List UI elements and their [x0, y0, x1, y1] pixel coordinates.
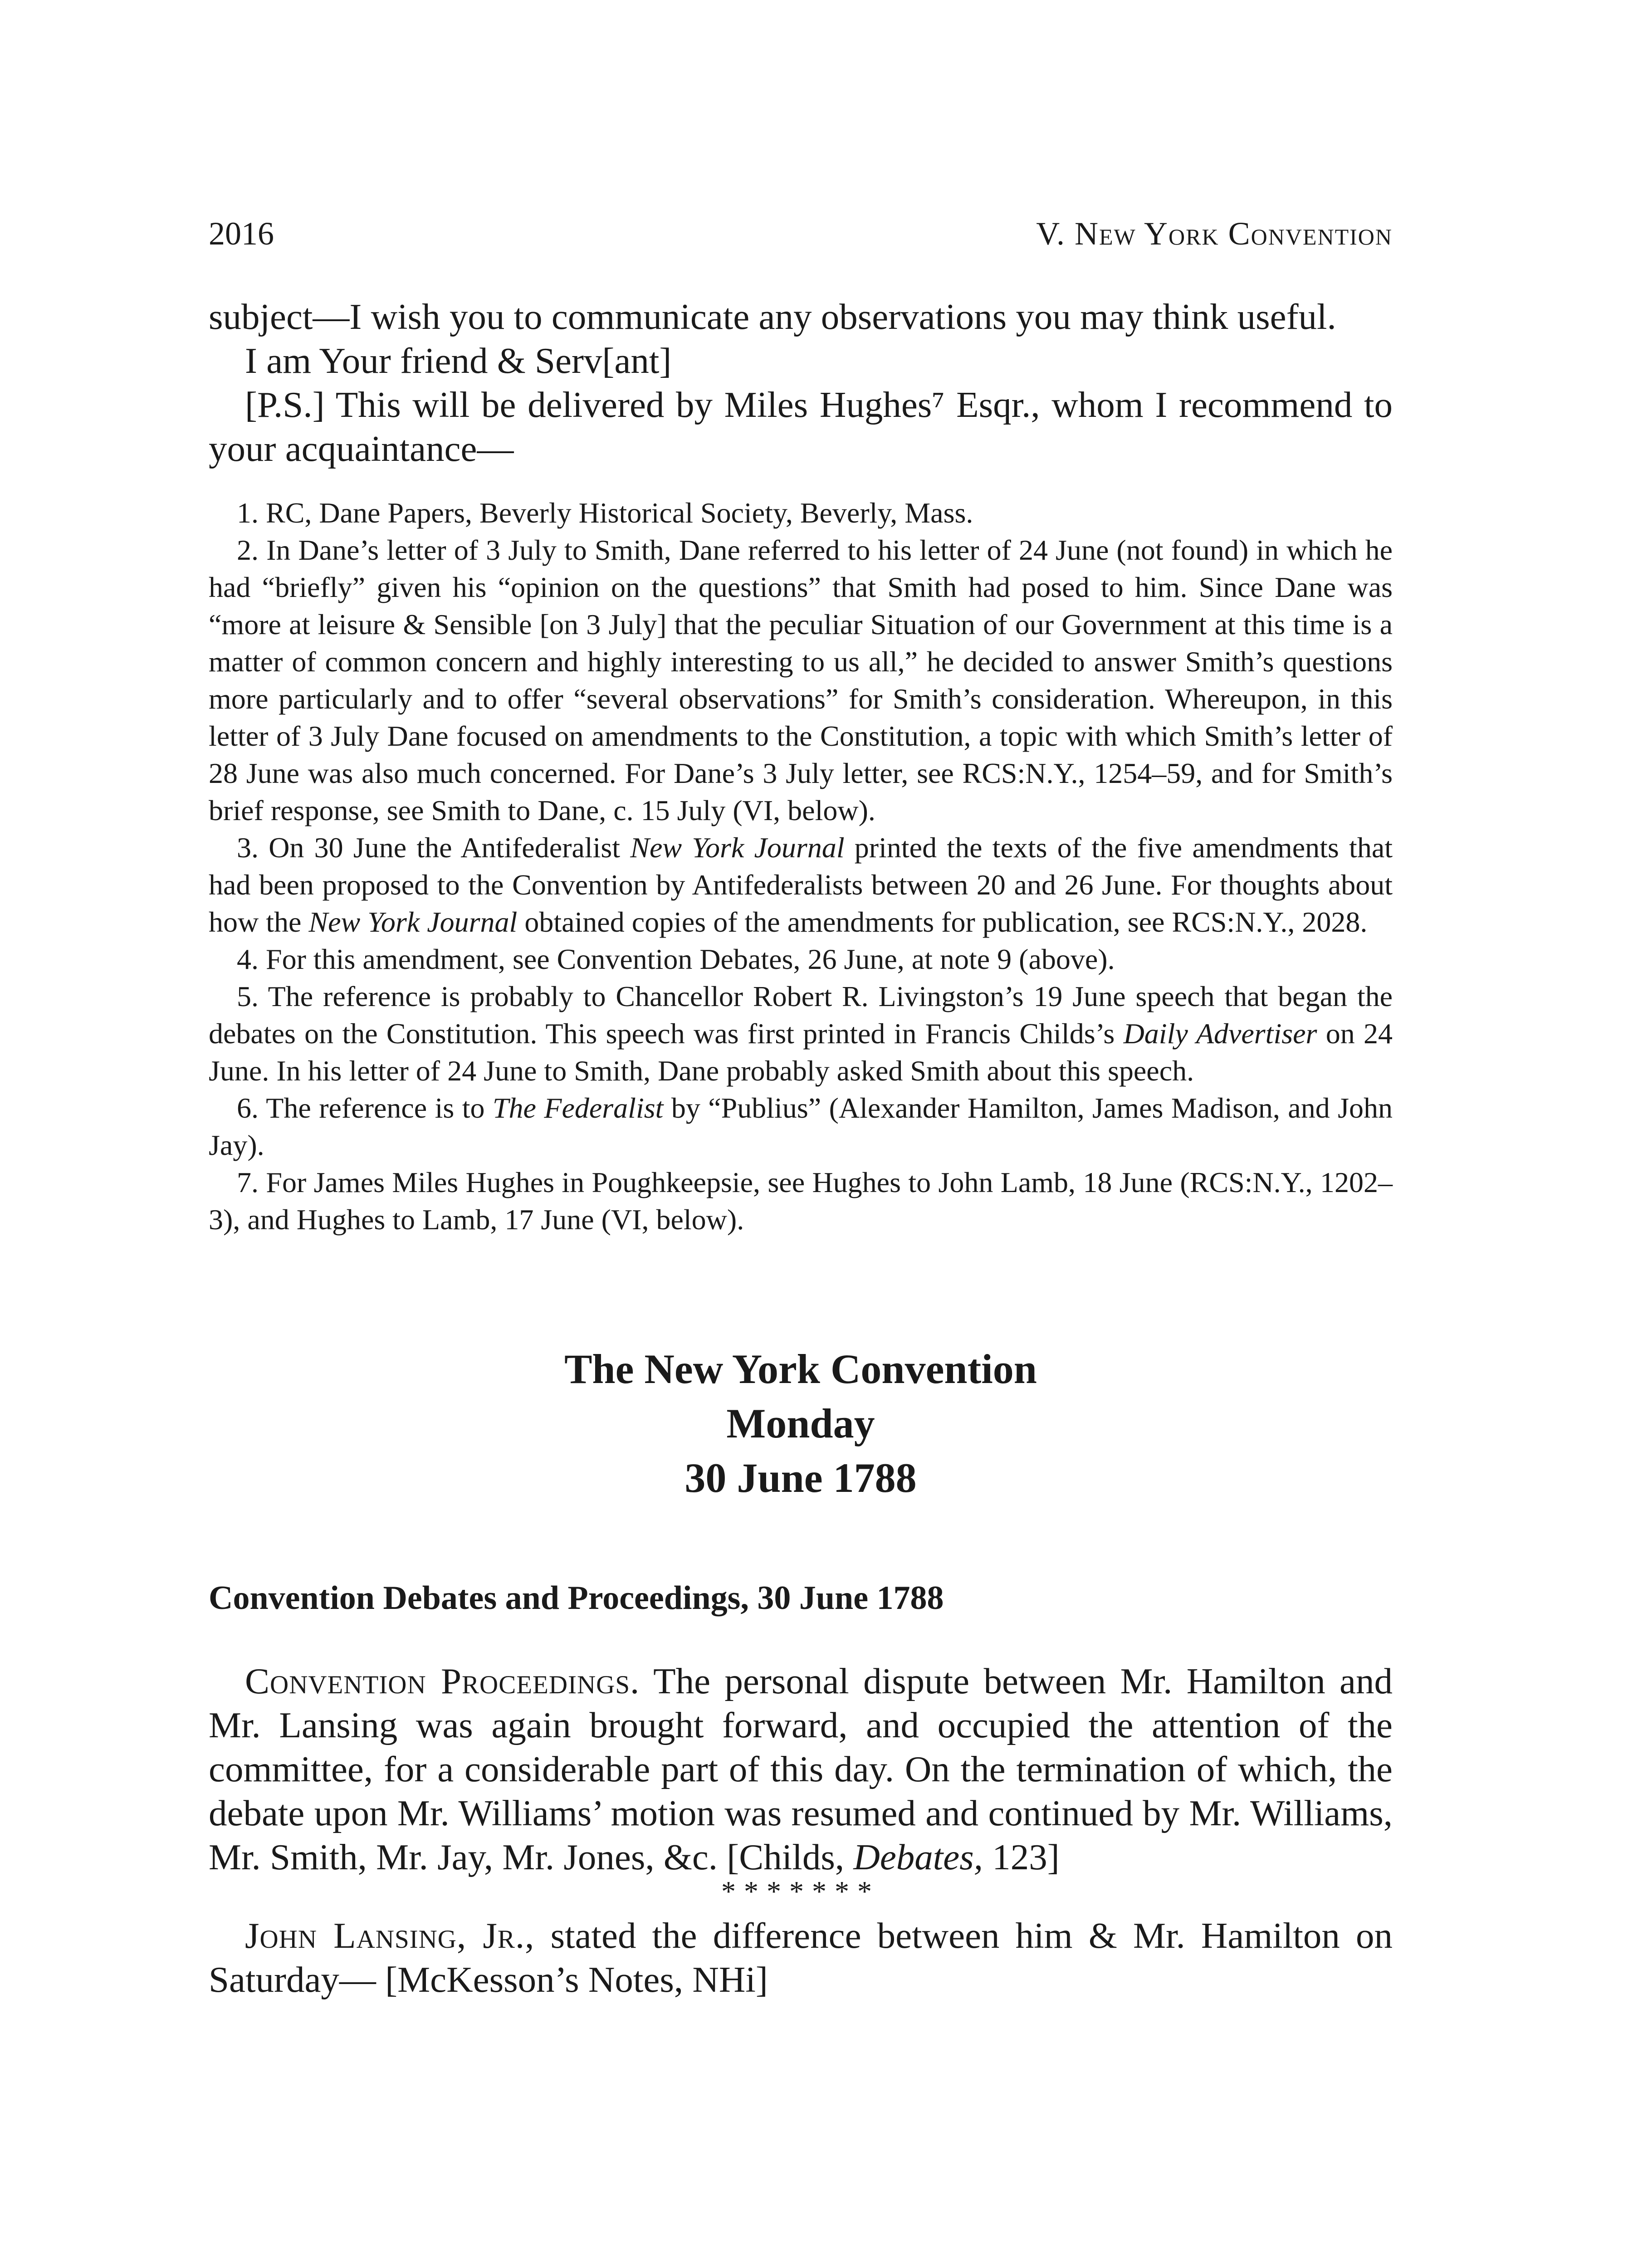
running-head: V. New York Convention — [1036, 215, 1393, 252]
proceedings-paragraph: Convention Proceedings. The personal dispute between Mr. Hamilton and Mr. Lansing was again brought forward, and occupied the attention of the committee, for a considerable part of this day. On the termination of which, the debate upon Mr. Williams’ motion was resumed and continued by Mr. Williams, Mr. Smith, Mr. Jay, Mr. Jones, &c. [Childs, Debates, 123] — [209, 1661, 1393, 1877]
proceedings-label: Convention Proceedings. — [245, 1661, 640, 1701]
lansing-label: John Lansing, Jr., — [245, 1915, 535, 1956]
footnotes — [209, 494, 1393, 1238]
section-title-line-3: 30 June 1788 — [684, 1455, 917, 1501]
footnote-3-title: New York Journal — [630, 831, 845, 864]
proceedings-source: Debates, — [853, 1837, 983, 1877]
section-title-line-2: Monday — [726, 1400, 875, 1447]
footnote-3-title-2: New York Journal — [308, 906, 518, 938]
footnote-1: 1. RC, Dane Papers, Beverly Historical Society, Beverly, Mass. — [237, 497, 973, 529]
section-title — [209, 1342, 1393, 1505]
letter-closing-paragraph: subject—I wish you to communicate any observations you may think useful. — [209, 296, 1336, 337]
footnote-5-title: Daily Advertiser — [1123, 1017, 1317, 1050]
section-title-line-1: The New York Convention — [564, 1346, 1037, 1392]
footnote-6-title: The Federalist — [492, 1092, 664, 1124]
lansing-paragraph: John Lansing, Jr., stated the difference between him & Mr. Hamilton on Saturday— [McKesson’s Notes, NHi] — [209, 1915, 1393, 2000]
footnote-4: 4. For this amendment, see Convention Debates, 26 June, at note 9 (above). — [237, 943, 1115, 975]
footnote-3: 3. On 30 June the Antifederalist New York Journal printed the texts of the five amendments that had been proposed to the Convention by Antifederalists between 20 and 26 June. For thoughts about how the New York Journal obtained copies of the amendments for publication, see RCS:N.Y., 2028. — [209, 831, 1393, 938]
section-subheading: Convention Debates and Proceedings, 30 June 1788 — [209, 1579, 944, 1617]
footnote-6: 6. The reference is to The Federalist by “Publius” (Alexander Hamilton, James Madison, and John Jay). — [209, 1092, 1393, 1161]
page-number: 2016 — [209, 215, 274, 252]
page-header — [209, 213, 1393, 254]
footnote-5: 5. The reference is probably to Chancellor Robert R. Livingston’s 19 June speech that began the debates on the Constitution. This speech was first printed in Francis Childs’s Daily Advertiser on 24 June. In his letter of 24 June to Smith, Dane probably asked Smith about this speech. — [209, 980, 1393, 1087]
footnote-7: 7. For James Miles Hughes in Poughkeepsie, see Hughes to John Lamb, 18 June (RCS:N.Y., 1202–3), and Hughes to Lamb, 17 June (VI, below). — [209, 1166, 1393, 1236]
document-page — [209, 213, 1393, 2002]
section-separator: ******* — [721, 1875, 880, 1907]
letter-postscript: [P.S.] This will be delivered by Miles Hughes⁷ Esqr., whom I recommend to your acquaintance— — [209, 384, 1393, 469]
letter-signature-line: I am Your friend & Serv[ant] — [245, 340, 672, 381]
footnote-2: 2. In Dane’s letter of 3 July to Smith, Dane referred to his letter of 24 June (not found) in which he had “briefly” given his “opinion on the questions” that Smith had posed to him. Since Dane was “more at leisure & Sensible [on 3 July] that the peculiar Situation of our Government at this time is a matter of common concern and highly interesting to us all,” he decided to answer Smith’s questions more particularly and to offer “several observations” for Smith’s consideration. Whereupon, in this letter of 3 July Dane focused on amendments to the Constitution, a topic with which Smith’s letter of 28 June was also much concerned. For Dane’s 3 July letter, see RCS:N.Y., 1254–59, and for Smith’s brief response, see Smith to Dane, c. 15 July (VI, below). — [209, 534, 1393, 826]
